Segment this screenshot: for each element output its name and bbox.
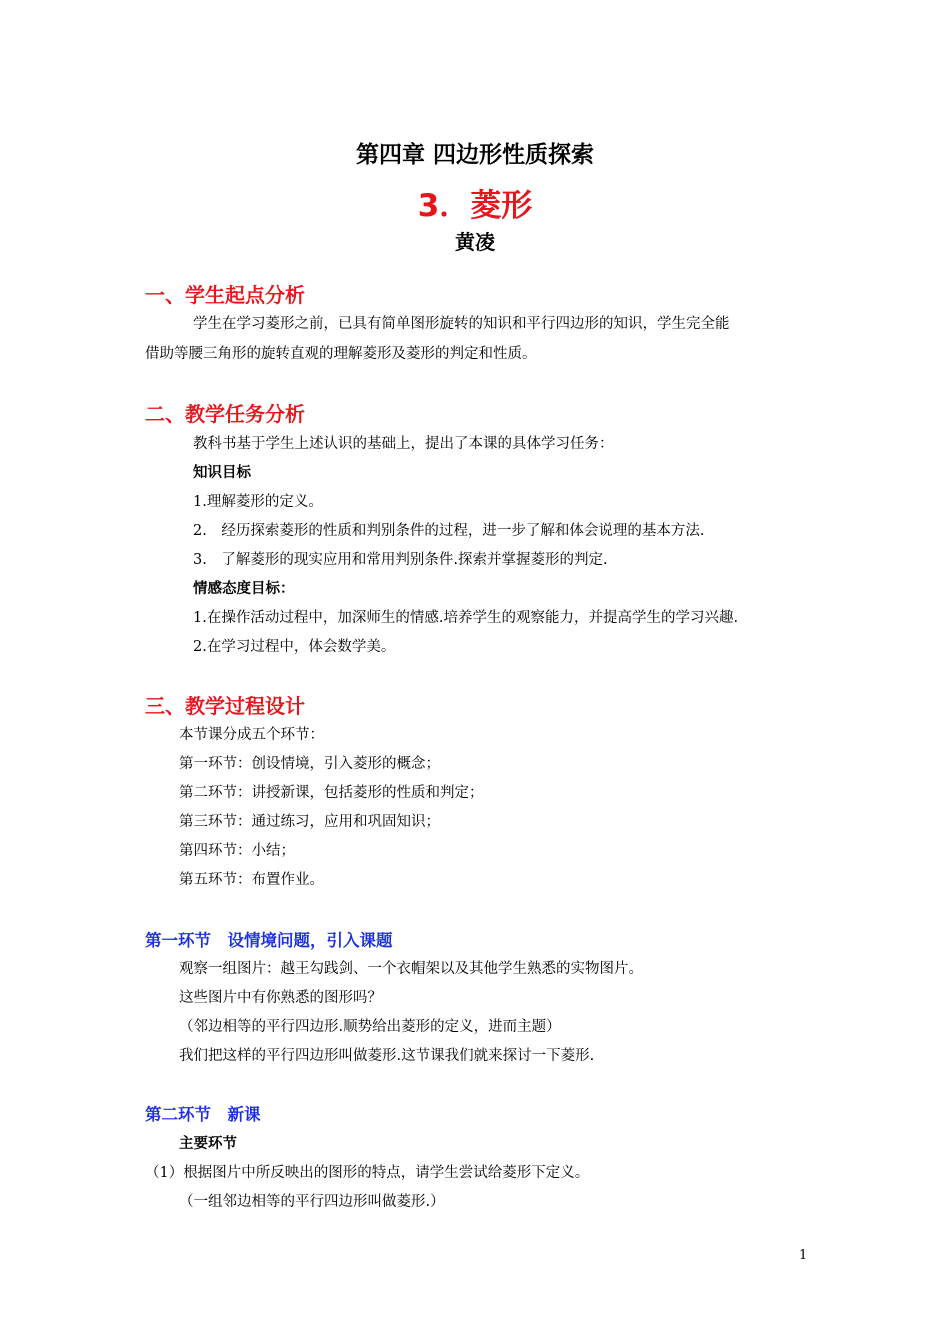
knowledge-item: 1.理解菱形的定义。 <box>193 494 323 510</box>
step-item: 第二环节：讲授新课，包括菱形的性质和判定； <box>179 785 484 801</box>
part2-sub-label: 主要环节 <box>179 1136 237 1152</box>
part2-line2: （一组邻边相等的平行四边形叫做菱形.） <box>179 1194 445 1210</box>
part1-line: 我们把这样的平行四边形叫做菱形.这节课我们就来探讨一下菱形. <box>179 1048 595 1064</box>
step-item: 第五环节：布置作业。 <box>179 872 324 888</box>
part1-line: （邻边相等的平行四边形.顺势给出菱形的定义，进而主题） <box>179 1019 561 1035</box>
part2-line1: （1）根据图片中所反映出的图形的特点，请学生尝试给菱形下定义。 <box>145 1165 590 1181</box>
knowledge-item: 2. 经历探索菱形的性质和判别条件的过程，进一步了解和体会说理的基本方法. <box>193 523 705 539</box>
step-item: 第一环节：创设情境，引入菱形的概念； <box>179 756 440 772</box>
part1-line: 观察一组图片：越王勾践剑、一个衣帽架以及其他学生熟悉的实物图片。 <box>179 961 643 977</box>
chapter-title: 第四章 四边形性质探索 <box>355 142 594 168</box>
step-item: 第三环节：通过练习，应用和巩固知识； <box>179 814 440 830</box>
part1-line: 这些图片中有你熟悉的图形吗？ <box>179 990 382 1006</box>
step-item: 第四环节：小结； <box>179 843 295 859</box>
section2-intro: 教科书基于学生上述认识的基础上，提出了本课的具体学习任务： <box>193 436 614 452</box>
part2-heading: 第二环节 新课 <box>145 1105 261 1124</box>
knowledge-item: 3. 了解菱形的现实应用和常用判别条件.探索并掌握菱形的判定. <box>193 552 608 568</box>
section1-para-line2: 借助等腰三角形的旋转直观的理解菱形及菱形的判定和性质。 <box>145 346 537 362</box>
emotion-item: 1.在操作活动过程中，加深师生的情感.培养学生的观察能力，并提高学生的学习兴趣. <box>193 610 739 626</box>
emotion-goals-label: 情感态度目标： <box>193 581 295 597</box>
section1-para-line1: 学生在学习菱形之前，已具有简单图形旋转的知识和平行四边形的知识，学生完全能 <box>193 316 730 332</box>
knowledge-goals-label: 知识目标 <box>193 465 251 481</box>
page-number: 1 <box>799 1248 808 1263</box>
section1-heading: 一、学生起点分析 <box>145 283 305 307</box>
section3-intro: 本节课分成五个环节： <box>179 727 324 743</box>
section3-heading: 三、教学过程设计 <box>145 694 305 718</box>
lesson-title: 3．菱形 <box>417 188 533 224</box>
section2-heading: 二、教学任务分析 <box>145 402 305 426</box>
emotion-item: 2.在学习过程中，体会数学美。 <box>193 639 396 655</box>
part1-heading: 第一环节 设情境问题，引入课题 <box>145 931 393 950</box>
author-name: 黄凌 <box>455 230 495 254</box>
